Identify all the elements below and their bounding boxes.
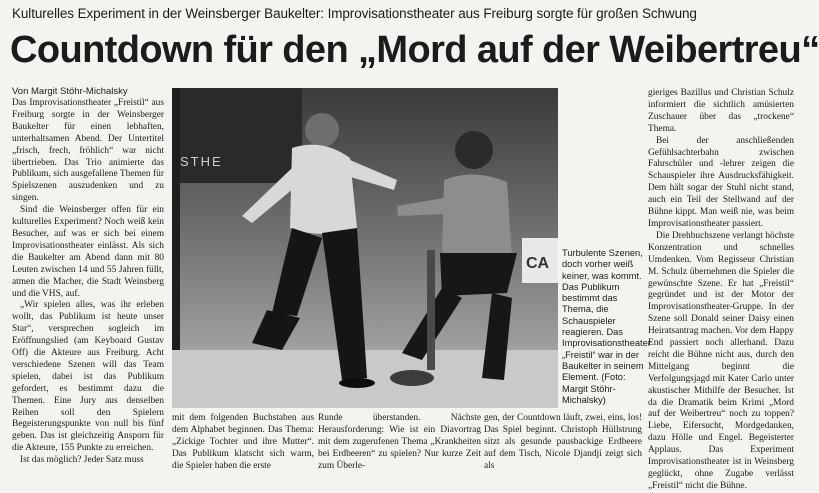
text-column-5 [648, 88, 794, 491]
text-column-4 [484, 413, 642, 471]
article-headline: Countdown für den „Mord auf der Weibertreu“ [10, 29, 819, 71]
paragraph: „Wir spielen alles, was ihr erleben wollt, das Publikum ist heute unser Star“, versprechen sogleich im Eröffnungslied (am Keyboard Gustav Off) die Akteure aus Freiburg. Acht verschiedene Szenen will das Team spielen, dabei ist das Publikum gefordert, es bestimmt dazu die Themen. Eine Jury aus denselben Reihen soll den Spielern Begeisterungspunkte von null bis fünf geben. Das ist gleichzeitig Ansporn für die Akteure, 155 Punkte zu erreichen. [12, 300, 164, 454]
banner-text: STHE [180, 154, 223, 169]
article-byline: Von Margit Stöhr-Michalsky [12, 86, 128, 97]
article-photo [172, 88, 558, 408]
photo-caption: Turbulente Szenen, doch vorher weiß keiner, was kommt. Das Publikum bestimmt das Thema, die Schauspieler reagieren. Das Improvisationstheater „Freistil“ war in der Baukelter in seinem Element. (Foto: Margit Stöhr-Michalsky) [562, 248, 651, 405]
photo-illustration [172, 88, 558, 408]
paragraph: mit dem folgenden Buchstaben aus dem Alphabet beginnen. Das Thema: „Zickige Tochter und ihre Mutter“. Das Publikum klatscht sich warm, die Spieler haben die erste [172, 413, 314, 471]
paragraph: Sind die Weinsberger offen für ein kulturelles Experiment? Noch weiß kein Besucher, auf was er sich bei einem Improvisationstheater einlässt. Als sich die Baukelter am Abend dann mit 80 Leuten zwischen 14 und 55 Jahren füllt, atmen die Macher, die Stadt Weinsberg und die VHS, auf. [12, 205, 164, 299]
text-column-3 [318, 413, 481, 471]
paragraph: Das Improvisationstheater „Freistil“ aus Freiburg sorgte in der Weinsberger Baukelter für einen lebhaften, unterhaltsamen Abend. Der Untertitel „frisch, frech, fröhlich“ war nicht übertrieben. Das Trio animierte das Publikum, sich ausgefallene Themen für Spielszenen auszudenken und zu singen. [12, 98, 164, 204]
paragraph: Bei der anschließenden Gefühlsachterbahn zwischen Fahrschüler und -lehrer zeigen die Schauspieler ihre Ausdrucksfähigkeit. Dem hält sogar der Stuhl nicht stand, auch ein Teil der Stellwand auf der Bühne kippt. Man weiß nie, was beim Improvisationstheater passiert. [648, 135, 794, 229]
wall-sign-text: CA [526, 255, 550, 272]
text-column-2 [172, 413, 314, 471]
paragraph: Runde überstanden. Nächste Herausforderung: Wie ist ein Diavortrag mit dem zugerufenen Thema „Krankheiten bei Erdbeeren“ zu spielen? Nur kurze Zeit zum Überle- [318, 413, 481, 471]
article-kicker: Kulturelles Experiment in der Weinsberger Baukelter: Improvisationstheater aus Freiburg sorgte für großen Schwung [12, 6, 697, 21]
paragraph: Die Drehbuchszene verlangt höchste Konzentration und schnelles Umdenken. Vom Regisseur Christian M. Schulz übernehmen die Spieler die gewünschte Szene. Er hat „Freistil“ gegründet und ist der Motor der Improvisationstheater-Gruppe. In der Szene soll Donald seiner Daisy einen Heiratsantrag machen. Vor dem Happy End passiert noch allerhand. Dazu reicht die Bühne nicht aus, durch den Mittelgang beginnt die Verfolgungsjagd mit Kater Carlo unter akustischer Mithilfe der Besucher. Ist da die Dramatik beim Krimi „Mord auf der Weibertreu“ noch zu toppen? Liebe, Eifersucht, Mordgedanken, dazu Hölle und Engel. Begeisterter Applaus. Das Experiment Improvisationstheater ist in Weinsberg geglückt, ohne Zugabe verlässt „Freistil“ nicht die Bühne. [648, 230, 794, 491]
prop-on-floor [390, 370, 434, 386]
text-column-1 [12, 98, 164, 470]
paragraph: gen, der Countdown läuft, zwei, eins, los! Das Spiel beginnt. Christoph Hüllstrung sitzt als gesunde pausbackige Erdbeere auf dem Tisch, Nicole Djandji zeigt sich als [484, 413, 642, 471]
paragraph: gieriges Bazillus und Christian Schulz informiert die sichtlich amüsierten Zuschauer über das „trockene“ Thema. [648, 88, 794, 134]
paragraph: Ist das möglich? Jeder Satz muss [20, 455, 144, 466]
